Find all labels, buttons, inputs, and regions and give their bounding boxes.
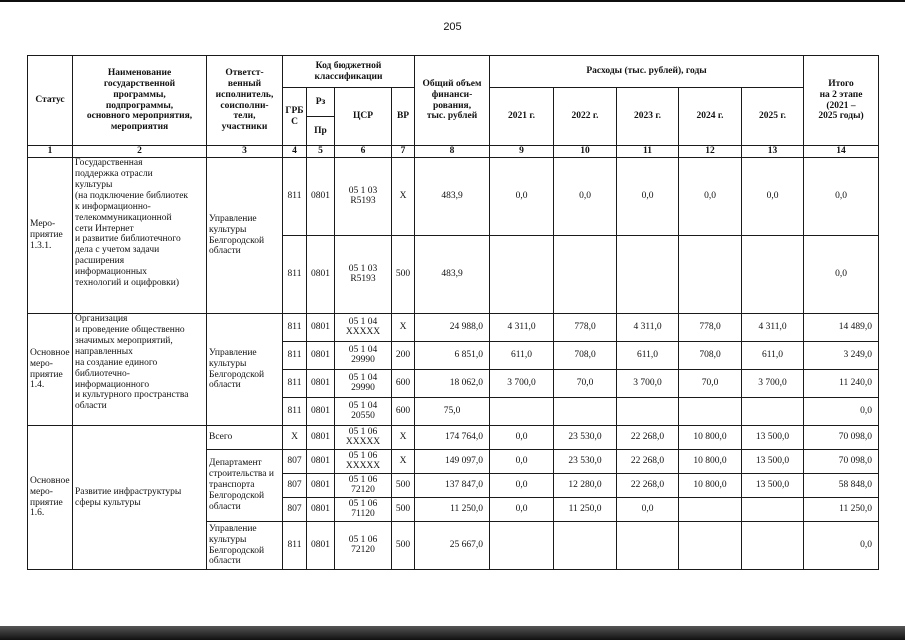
grbs-cell: 807 [283, 498, 307, 522]
column-number: 10 [554, 146, 617, 158]
year-2023-cell: 611,0 [617, 342, 679, 370]
header-2024: 2024 г. [679, 88, 742, 146]
year-2025-cell: 0,0 [742, 158, 804, 236]
table-row [28, 158, 879, 236]
csr-cell: 05 1 03 R5193 [335, 158, 392, 236]
rz-cell: 0801 [307, 498, 335, 522]
rz-cell: 0801 [307, 522, 335, 570]
year-2021-cell: 0,0 [490, 498, 554, 522]
page-number: 205 [443, 21, 462, 33]
column-number: 7 [392, 146, 415, 158]
year-2021-cell: 0,0 [490, 158, 554, 236]
year-2024-cell: 778,0 [679, 314, 742, 342]
year-2024-cell: 10 800,0 [679, 450, 742, 474]
year-2022-cell: 23 530,0 [554, 426, 617, 450]
grbs-cell: 811 [283, 314, 307, 342]
year-2023-cell: 22 268,0 [617, 474, 679, 498]
header-total-volume: Общий объем финанси- рования, тыс. рублей [415, 56, 490, 146]
vr-cell: X [392, 314, 415, 342]
year-2024-cell: 70,0 [679, 370, 742, 398]
year-2023-cell: 3 700,0 [617, 370, 679, 398]
grbs-cell: 811 [283, 158, 307, 236]
column-number: 1 [28, 146, 73, 158]
executor-cell: Управление культуры Белгородской области [207, 314, 283, 426]
year-2023-cell [617, 522, 679, 570]
year-2022-cell: 708,0 [554, 342, 617, 370]
vr-cell: X [392, 450, 415, 474]
total-cell: 174 764,0 [415, 426, 490, 450]
rz-cell: 0801 [307, 426, 335, 450]
grbs-cell: 811 [283, 342, 307, 370]
total-cell: 149 097,0 [415, 450, 490, 474]
csr-cell: 05 1 04 20550 [335, 398, 392, 426]
grbs-cell: 811 [283, 398, 307, 426]
year-2025-cell [742, 398, 804, 426]
column-number-row [28, 146, 879, 158]
grbs-cell: 811 [283, 522, 307, 570]
executor-cell: Департамент строительства и транспорта Белгородской области [207, 450, 283, 522]
stage-total-cell: 70 098,0 [804, 450, 879, 474]
header-row-1 [28, 56, 879, 88]
header-expenses: Расходы (тыс. рублей), годы [490, 56, 804, 88]
header-name: Наименование государственной программы, подпрограммы, основного мероприятия, мероприятия [73, 56, 207, 146]
header-stage-total: Итого на 2 этапе (2021 – 2025 годы) [804, 56, 879, 146]
year-2025-cell: 13 500,0 [742, 450, 804, 474]
year-2024-cell [679, 498, 742, 522]
grbs-cell: 811 [283, 236, 307, 314]
header-status: Статус [28, 56, 73, 146]
year-2024-cell [679, 522, 742, 570]
year-2023-cell: 4 311,0 [617, 314, 679, 342]
rz-cell: 0801 [307, 236, 335, 314]
grbs-cell: 811 [283, 370, 307, 398]
stage-total-cell: 0,0 [804, 236, 879, 314]
year-2023-cell: 22 268,0 [617, 450, 679, 474]
status-cell: Меро- приятие 1.3.1. [28, 158, 73, 314]
total-cell: 6 851,0 [415, 342, 490, 370]
total-cell: 137 847,0 [415, 474, 490, 498]
csr-cell: 05 1 06 72120 [335, 522, 392, 570]
year-2021-cell [490, 398, 554, 426]
total-cell: 483,9 [415, 236, 490, 314]
rz-cell: 0801 [307, 450, 335, 474]
year-2024-cell: 708,0 [679, 342, 742, 370]
vr-cell: X [392, 158, 415, 236]
column-number: 11 [617, 146, 679, 158]
year-2021-cell: 611,0 [490, 342, 554, 370]
year-2025-cell: 611,0 [742, 342, 804, 370]
csr-cell: 05 1 06 72120 [335, 474, 392, 498]
year-2022-cell: 778,0 [554, 314, 617, 342]
vr-cell: 600 [392, 370, 415, 398]
program-name-cell: Организация и проведение общественно значимых мероприятий, направленных на создание единого библиотечно- информационного и культурного пространства области [73, 314, 207, 426]
executor-cell: Управление культуры Белгородской области [207, 522, 283, 570]
table-row [28, 426, 879, 450]
year-2025-cell [742, 522, 804, 570]
year-2022-cell [554, 522, 617, 570]
year-2023-cell [617, 236, 679, 314]
column-number: 14 [804, 146, 879, 158]
stage-total-cell: 11 250,0 [804, 498, 879, 522]
rz-cell: 0801 [307, 342, 335, 370]
year-2021-cell: 0,0 [490, 450, 554, 474]
rz-cell: 0801 [307, 314, 335, 342]
table-row [28, 314, 879, 342]
stage-total-cell: 11 240,0 [804, 370, 879, 398]
header-vr: ВР [392, 88, 415, 146]
year-2021-cell: 3 700,0 [490, 370, 554, 398]
budget-table [27, 55, 879, 570]
year-2025-cell [742, 498, 804, 522]
executor-cell: Управление культуры Белгородской области [207, 158, 283, 314]
vr-cell: X [392, 426, 415, 450]
vr-cell: 500 [392, 498, 415, 522]
program-name-cell: Государственная поддержка отрасли культуры (на подключение библиотек к информационно- телекоммуникационной сети Интернет и развитие библиотечного дела с учетом задачи расширения информационных технологий и оцифровки) [73, 158, 207, 314]
year-2024-cell: 0,0 [679, 158, 742, 236]
grbs-cell: X [283, 426, 307, 450]
header-csr: ЦСР [335, 88, 392, 146]
year-2025-cell: 3 700,0 [742, 370, 804, 398]
year-2023-cell: 22 268,0 [617, 426, 679, 450]
total-cell: 18 062,0 [415, 370, 490, 398]
total-cell: 24 988,0 [415, 314, 490, 342]
grbs-cell: 807 [283, 450, 307, 474]
column-number: 3 [207, 146, 283, 158]
header-budget-code: Код бюджетной классификации [283, 56, 415, 88]
column-number: 9 [490, 146, 554, 158]
total-cell: 25 667,0 [415, 522, 490, 570]
csr-cell: 05 1 06 71120 [335, 498, 392, 522]
year-2022-cell [554, 398, 617, 426]
column-number: 12 [679, 146, 742, 158]
stage-total-cell: 14 489,0 [804, 314, 879, 342]
column-number: 2 [73, 146, 207, 158]
year-2022-cell: 12 280,0 [554, 474, 617, 498]
column-number: 5 [307, 146, 335, 158]
vr-cell: 200 [392, 342, 415, 370]
csr-cell: 05 1 03 R5193 [335, 236, 392, 314]
year-2024-cell [679, 236, 742, 314]
year-2023-cell: 0,0 [617, 158, 679, 236]
year-2022-cell: 0,0 [554, 158, 617, 236]
year-2022-cell: 23 530,0 [554, 450, 617, 474]
year-2025-cell: 13 500,0 [742, 474, 804, 498]
csr-cell: 05 1 04 29990 [335, 370, 392, 398]
year-2025-cell: 13 500,0 [742, 426, 804, 450]
year-2021-cell: 0,0 [490, 426, 554, 450]
column-number: 6 [335, 146, 392, 158]
year-2025-cell [742, 236, 804, 314]
header-2023: 2023 г. [617, 88, 679, 146]
csr-cell: 05 1 04 29990 [335, 342, 392, 370]
header-2025: 2025 г. [742, 88, 804, 146]
rz-cell: 0801 [307, 370, 335, 398]
rz-cell: 0801 [307, 158, 335, 236]
status-cell: Основное меро- приятие 1.6. [28, 426, 73, 570]
stage-total-cell: 3 249,0 [804, 342, 879, 370]
year-2022-cell: 11 250,0 [554, 498, 617, 522]
csr-cell: 05 1 06 XXXXX [335, 426, 392, 450]
year-2025-cell: 4 311,0 [742, 314, 804, 342]
scan-bottom-edge [0, 626, 905, 640]
year-2021-cell: 0,0 [490, 474, 554, 498]
vr-cell: 600 [392, 398, 415, 426]
total-cell: 483,9 [415, 158, 490, 236]
year-2024-cell: 10 800,0 [679, 426, 742, 450]
header-2021: 2021 г. [490, 88, 554, 146]
year-2023-cell: 0,0 [617, 498, 679, 522]
rz-cell: 0801 [307, 398, 335, 426]
year-2022-cell [554, 236, 617, 314]
stage-total-cell: 58 848,0 [804, 474, 879, 498]
csr-cell: 05 1 04 XXXXX [335, 314, 392, 342]
column-number: 4 [283, 146, 307, 158]
total-cell: 11 250,0 [415, 498, 490, 522]
header-grbs: ГРБ С [283, 88, 307, 146]
header-pr: Пр [307, 117, 335, 146]
stage-total-cell: 70 098,0 [804, 426, 879, 450]
status-cell: Основное меро- приятие 1.4. [28, 314, 73, 426]
column-number: 8 [415, 146, 490, 158]
year-2024-cell: 10 800,0 [679, 474, 742, 498]
header-rz: Рз [307, 88, 335, 117]
csr-cell: 05 1 06 XXXXX [335, 450, 392, 474]
stage-total-cell: 0,0 [804, 158, 879, 236]
vr-cell: 500 [392, 474, 415, 498]
year-2021-cell [490, 236, 554, 314]
grbs-cell: 807 [283, 474, 307, 498]
executor-cell: Всего [207, 426, 283, 450]
year-2023-cell [617, 398, 679, 426]
year-2024-cell [679, 398, 742, 426]
stage-total-cell: 0,0 [804, 398, 879, 426]
year-2021-cell: 4 311,0 [490, 314, 554, 342]
stage-total-cell: 0,0 [804, 522, 879, 570]
program-name-cell: Развитие инфраструктуры сферы культуры [73, 426, 207, 570]
vr-cell: 500 [392, 236, 415, 314]
header-2022: 2022 г. [554, 88, 617, 146]
year-2021-cell [490, 522, 554, 570]
column-number: 13 [742, 146, 804, 158]
vr-cell: 500 [392, 522, 415, 570]
total-cell: 75,0 [415, 398, 490, 426]
scan-top-edge [0, 0, 905, 2]
rz-cell: 0801 [307, 474, 335, 498]
header-executor: Ответст- венный исполнитель, соисполни- тели, участники [207, 56, 283, 146]
year-2022-cell: 70,0 [554, 370, 617, 398]
